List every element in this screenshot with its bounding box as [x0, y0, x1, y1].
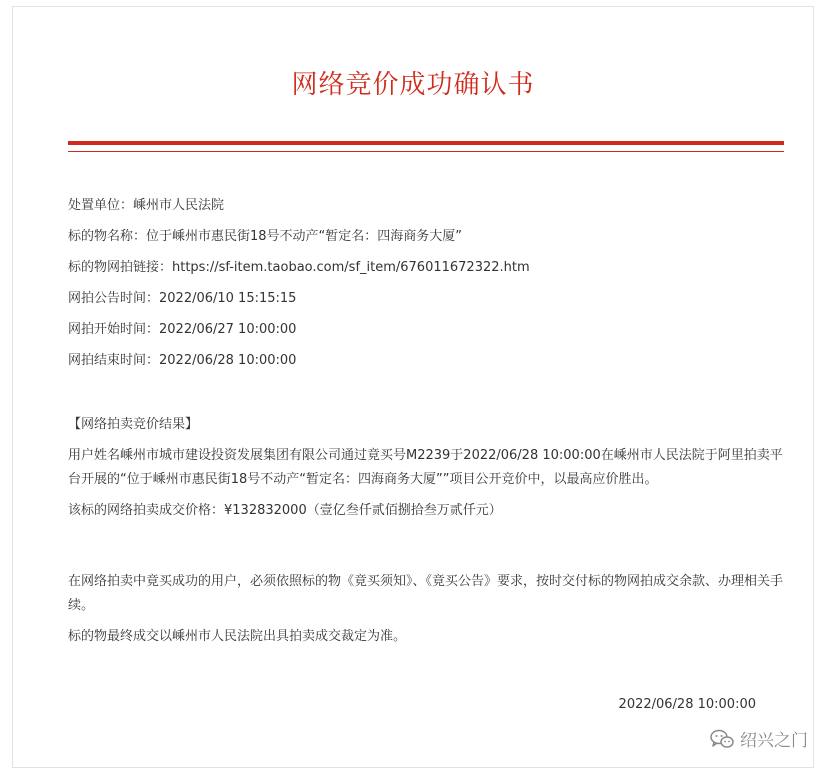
info-end-time: 网拍结束时间：2022/06/28 10:00:00	[68, 353, 297, 368]
result-heading: 【网络拍卖竞价结果】	[68, 417, 199, 432]
result-text: 用户姓名嵊州市城市建设投资发展集团有限公司通过竟买号M2239于2022/06/28 10:00:00在嵊州市人民法院于阿里拍卖平台开展的“位于嵊州市惠民街18号不动产“暂定名：四海商务大厦””项目公开竞价中，以最高应价胜出。	[68, 448, 783, 487]
certificate-page	[12, 6, 814, 768]
notice-section	[68, 570, 788, 656]
info-start-time: 网拍开始时间：2022/06/27 10:00:00	[68, 322, 297, 337]
result-price: 该标的网络拍卖成交价格：¥132832000（壹亿叁仟贰佰捌拾叁万贰仟元）	[68, 503, 502, 518]
notice-final-ruling: 标的物最终成交以嵊州市人民法院出具拍卖成交裁定为准。	[68, 629, 407, 644]
info-announcement-time: 网拍公告时间：2022/06/10 15:15:15	[68, 291, 297, 306]
watermark-text: 绍兴之门	[740, 731, 808, 751]
auction-info-list	[68, 190, 788, 376]
wechat-icon	[710, 729, 734, 749]
title-divider-thin	[68, 151, 784, 152]
title-divider-thick	[68, 141, 784, 145]
watermark	[710, 726, 808, 751]
document-title: 网络竞价成功确认书	[291, 70, 535, 100]
auction-result-section	[68, 413, 788, 530]
document-date: 2022/06/28 10:00:00	[618, 697, 756, 712]
info-item-link: 标的物网拍链接：https://sf-item.taobao.com/sf_item/676011672322.htm	[68, 260, 530, 275]
notice-payment: 在网络拍卖中竟买成功的用户，必须依照标的物《竟买须知》、《竟买公告》要求，按时交付标的物网拍成交余款、办理相关手续。	[68, 574, 784, 613]
info-item-name: 标的物名称：位于嵊州市惠民街18号不动产“暂定名：四海商务大厦”	[68, 229, 463, 244]
info-disposal-unit: 处置单位：嵊州市人民法院	[68, 198, 225, 213]
